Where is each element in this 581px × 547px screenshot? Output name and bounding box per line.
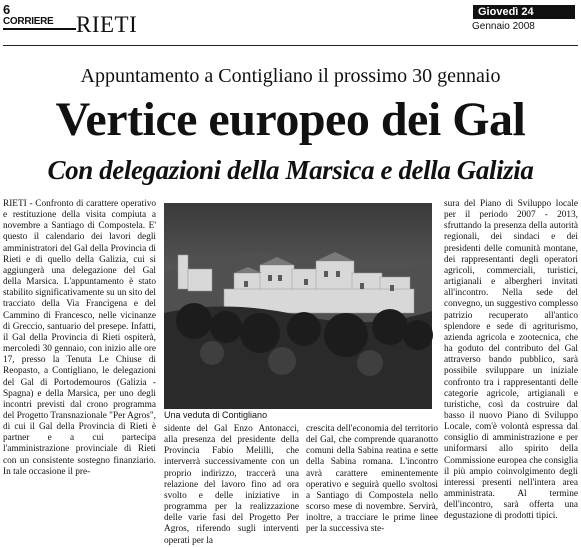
photo-caption: Una veduta di Contigliano: [164, 410, 268, 420]
brand-underline: [3, 28, 76, 30]
article-headline: Vertice europeo dei Gal: [55, 93, 526, 146]
article-column-2: sidente del Gal Enzo Antonacci, alla presenza del presidente della Provincia Fabio Melilli, che interverrà successivamente con un proprio indirizzo, traccerà una relazione del lavoro fino ad ora svolto e delle iniziative in programma per la realizzazione delle varie fasi del Progetto Per Agros, riferendo sugli interventi operati per la: [164, 424, 299, 546]
issue-day: Giovedì 24: [478, 6, 534, 18]
page-number: 6: [3, 2, 11, 17]
article-subheadline: Con delegazioni della Marsica e della Galizia: [47, 155, 534, 185]
issue-month-year: Gennaio 2008: [472, 21, 535, 32]
article-column-4: sura del Piano di Sviluppo locale per il periodo 2007 - 2013, sfruttando la presenza della autorità regionali, dei sindaci e dei presidenti delle comunità montane, dei rappresentanti degli operatori agricoli, commerciali, turistici, artigianali e albergheri invitati all'incontro. Nella sede del convegno, un suggestivo complesso patrizio recuperato all'antico splendore e sede di agriturismo, azienda agricola e zootecnica, che ha goduto del contributo del Gal attraverso bando pubblico, sarà possibile sviluppare un iniziale confronto tra i rappresentanti delle categorie agricole, artigianali e turistiche, così da costruire dal basso il nuovo Piano di Sviluppo Locale, com'è volontà espressa dal consiglio di amministrazione e per uniformarsi allo spirito della Commissione europea che consiglia il più ampio coinvolgimento degli interessi presenti nell'intera area amministrata. Al termine dell'incontro, sarà offerta una degustazione di prodotti tipici.: [444, 199, 578, 522]
article-column-3: crescita dell'economia del territorio del Gal, che comprende quaranotto comuni della Sabina reatina e sette della Sabina romana. L'incontro avrà carattere eminentemente operativo e seguirà quello svoltosi a Santiago di Compostela nello scorso mese di novembre. Servirà, inoltre, a tracciare le prime linee per la successiva ste-: [306, 424, 438, 535]
newspaper-brand: CORRIERE: [3, 16, 54, 27]
header-divider: [3, 45, 578, 46]
town-photo: [164, 203, 432, 409]
article-column-1: RIETI - Confronto di carattere operativo e restituzione della visita compiuta a novembre a Santiago di Compostela. E' questo il calendario dei lavori degli amministratori del Gal della Provincia di Rieti e di quello della Galizia, cui si aggiungerà una delegazione del Gal della Marsica. L'appuntamento è stato stabilito significativamente su un sito del tracciato della Via Francigena e del Cammino di Francesco, nelle vicinanze di Greccio, santuario del presepe. Infatti, il Gal della Provincia di Rieti ospiterà, mercoledì 30 gennaio, con inizio alle ore 17, presso la Tenuta Le Chiuse di Reopasto, a Contigliano, le delegazioni del Gal di Portodemouros (Galizia - Spagna) e della Marsica, per uno degli incontri previsti dal crono programma del Progetto Transnazionale "Per Agros", di cui il Gal della Provincia di Rieti è partner e a cui partecipa l'amministrazione provinciale di Rieti con un consistente sostegno finanziario. In tale occasione il pre-: [3, 199, 156, 477]
article-kicker: Appuntamento a Contigliano il prossimo 30 gennaio: [80, 65, 501, 87]
section-title: RIETI: [76, 12, 138, 37]
town-photo-illustration: [164, 203, 432, 409]
